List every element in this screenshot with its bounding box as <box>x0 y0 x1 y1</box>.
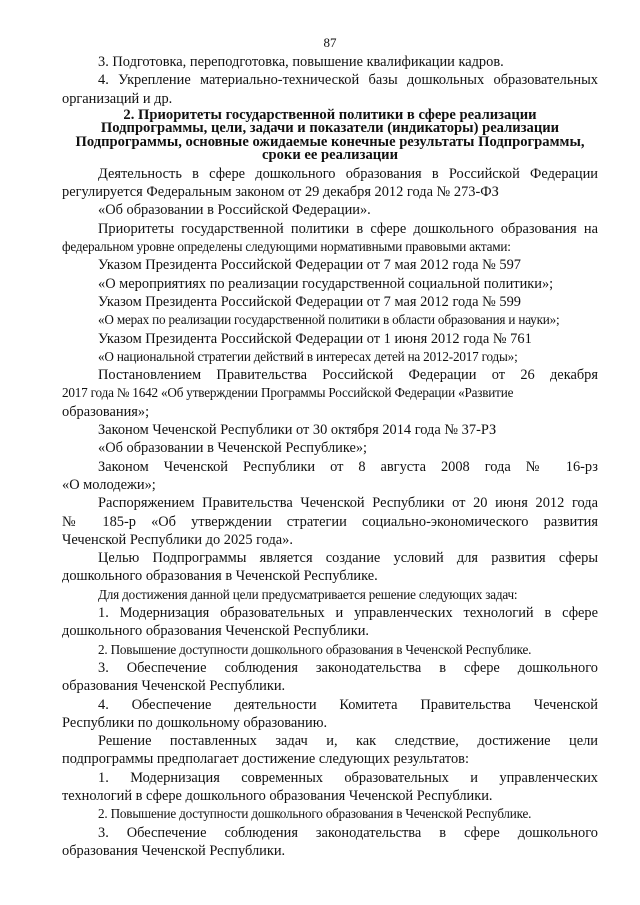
text-line: 3. Обеспечение соблюдения законодательства в сфере дошкольного <box>98 659 598 676</box>
text-line: образования Чеченской Республики. <box>62 678 286 695</box>
text-line: организаций и др. <box>62 90 173 107</box>
text-line: Республики по дошкольному образованию. <box>62 714 328 731</box>
text-line: Распоряжением Правительства Чеченской Республики от 20 июня 2012 года <box>98 495 598 512</box>
text-line: технологий в сфере дошкольного образования Чеченской Республики. <box>62 787 493 804</box>
text-line: 2. Повышение доступности дошкольного образования в Чеченской Республике. <box>98 806 532 822</box>
text-line: 2017 года № 1642 «Об утверждении Программы Российской Федерации «Развитие <box>62 385 514 401</box>
text-line: Для достижения данной цели предусматривается решение следующих задач: <box>98 586 518 602</box>
text-line: Деятельность в сфере дошкольного образования в Российской Федерации <box>98 165 598 182</box>
text-line: 2. Повышение доступности дошкольного образования в Чеченской Республике. <box>98 641 532 657</box>
page-number: 87 <box>323 35 337 50</box>
text-line: Решение поставленных задач и, как следствие, достижение цели <box>98 733 598 750</box>
text-line: «Об образовании в Чеченской Республике»; <box>98 440 368 457</box>
text-line: «Об образовании в Российской Федерации». <box>98 202 371 219</box>
text-line: 1. Модернизация образовательных и управленческих технологий в сфере <box>98 605 598 622</box>
text-line: Приоритеты государственной политики в сфере дошкольного образования на <box>98 220 598 237</box>
text-line: «О молодежи»; <box>62 476 156 493</box>
text-line: образования»; <box>62 403 150 420</box>
text-line: Постановлением Правительства Российской Федерации от 26 декабря <box>98 367 598 384</box>
text-line: «О национальной стратегии действий в интересах детей на 2012-2017 годы»; <box>98 348 518 364</box>
text-line: № 185-р «Об утверждении стратегии социально-экономического развития <box>62 513 598 530</box>
text-line: Чеченской Республики до 2025 года». <box>62 531 293 548</box>
heading-line: сроки ее реализации <box>262 147 398 164</box>
text-line: образования Чеченской Республики. <box>62 842 286 859</box>
heading-line: Подпрограммы, цели, задачи и показатели (индикаторы) реализации <box>100 120 560 137</box>
text-line: Указом Президента Российской Федерации от 7 мая 2012 года № 599 <box>98 293 522 310</box>
text-line: 4. Укрепление материально-технической базы дошкольных образовательных <box>98 72 598 89</box>
text-line: 1. Модернизация современных образовательных и управленческих <box>98 769 598 786</box>
text-line: Указом Президента Российской Федерации от 1 июня 2012 года № 761 <box>98 330 532 347</box>
text-line: Указом Президента Российской Федерации от 7 мая 2012 года № 597 <box>98 257 522 274</box>
text-line: 4. Обеспечение деятельности Комитета Правительства Чеченской <box>98 696 598 713</box>
heading-line: 2. Приоритеты государственной политики в сфере реализации <box>123 106 537 123</box>
text-line: Законом Чеченской Республики от 30 октября 2014 года № 37-РЗ <box>98 422 497 439</box>
text-line: подпрограммы предполагает достижение следующих результатов: <box>62 751 469 768</box>
text-line: 3. Обеспечение соблюдения законодательства в сфере дошкольного <box>98 824 598 841</box>
text-line: Целью Подпрограммы является создание условий для развития сферы <box>98 550 598 567</box>
document-text <box>62 53 598 860</box>
text-line: регулируется Федеральным законом от 29 декабря 2012 года № 273-ФЗ <box>62 184 499 201</box>
text-line: «О мерах по реализации государственной политики в области образования и науки»; <box>98 312 560 328</box>
text-line: дошкольного образования в Чеченской Республике. <box>62 568 378 585</box>
text-line: 3. Подготовка, переподготовка, повышение квалификации кадров. <box>98 54 504 70</box>
text-line: «О мероприятиях по реализации государственной социальной политики»; <box>98 275 554 292</box>
text-line: дошкольного образования Чеченской Республики. <box>62 623 369 640</box>
section-heading <box>62 106 598 164</box>
text-line: Законом Чеченской Республики от 8 августа 2008 года № 16-рз <box>98 458 598 475</box>
text-line: федеральном уровне определены следующими нормативными правовыми актами: <box>62 239 511 255</box>
heading-line: Подпрограммы, основные ожидаемые конечные результаты Подпрограммы, <box>75 133 585 150</box>
